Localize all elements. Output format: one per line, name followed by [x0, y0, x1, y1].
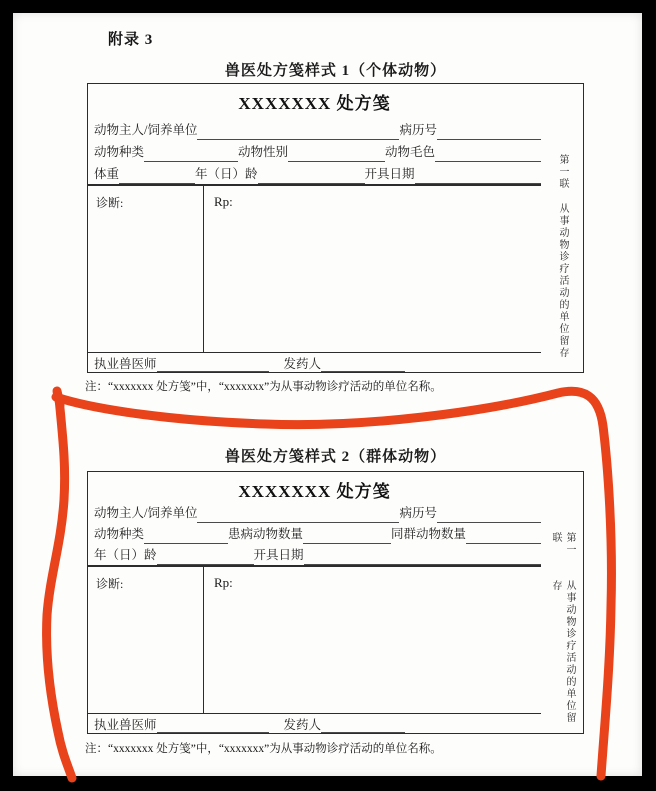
form-2-title: 兽医处方笺样式 2（群体动物）	[224, 449, 447, 465]
form-row	[88, 140, 541, 162]
field-label-species: 动物种类	[94, 145, 145, 159]
copy-number-label: 第一联	[557, 154, 568, 190]
field-label-dispenser: 发药人	[283, 356, 322, 371]
field-label-veterinarian: 执业兽医师	[94, 717, 157, 732]
blank-line	[197, 505, 399, 523]
blank-line	[288, 144, 385, 162]
form-row	[88, 544, 541, 565]
copy-number-label: 第一联	[550, 532, 575, 556]
form-row	[88, 118, 541, 140]
form-row	[88, 502, 541, 523]
field-label-sex: 动物性别	[238, 145, 289, 159]
field-label-weight: 体重	[94, 167, 120, 181]
form-2-content	[88, 472, 541, 733]
form-1-title: 兽医处方笺样式 1（个体动物）	[224, 63, 447, 79]
field-label-issue-date: 开具日期	[253, 548, 304, 562]
form-1-header: XXXXXXX 处方笺	[238, 94, 391, 113]
document-page	[13, 13, 642, 776]
field-label-issue-date: 开具日期	[364, 167, 415, 181]
blank-line	[144, 144, 238, 162]
blank-line	[437, 122, 541, 140]
form-row	[88, 162, 541, 184]
field-label-case-number: 病历号	[399, 123, 437, 137]
field-label-age: 年（日）龄	[94, 548, 157, 562]
blank-line	[415, 166, 541, 184]
field-label-age: 年（日）龄	[195, 167, 258, 181]
prescription-area	[88, 565, 541, 714]
field-label-coat-color: 动物毛色	[385, 145, 436, 159]
blank-line	[119, 166, 195, 184]
blank-line	[321, 715, 405, 733]
form-2-box	[87, 471, 584, 734]
rp-label: Rp:	[214, 575, 233, 590]
form-1-content	[88, 84, 541, 372]
copy-retention-strip	[541, 84, 583, 372]
blank-line	[197, 122, 399, 140]
form-2-footnote: 注：“xxxxxxx 处方笺”中，“xxxxxxx”为从事动物诊疗活动的单位名称。	[85, 743, 442, 755]
form-footer-row	[88, 353, 541, 372]
blank-line	[304, 547, 541, 565]
diagnosis-label: 诊断:	[88, 186, 204, 352]
form-footer-row	[88, 714, 541, 733]
form-1-box	[87, 83, 584, 373]
field-label-case-number: 病历号	[399, 506, 437, 520]
blank-line	[435, 144, 541, 162]
blank-line	[157, 715, 269, 733]
blank-line	[157, 547, 254, 565]
form-1-footnote: 注：“xxxxxxx 处方笺”中，“xxxxxxx”为从事动物诊疗活动的单位名称。	[85, 381, 442, 393]
form-2-header: XXXXXXX 处方笺	[238, 482, 391, 501]
field-label-veterinarian: 执业兽医师	[94, 356, 157, 371]
field-label-sick-animal-count: 患病动物数量	[228, 527, 304, 541]
appendix-label: 附录 3	[108, 32, 154, 48]
field-label-dispenser: 发药人	[283, 717, 322, 732]
copy-retention-label: 从事动物诊疗活动的单位留存	[550, 580, 575, 725]
blank-line	[437, 505, 541, 523]
blank-line	[157, 354, 269, 372]
field-label-herd-animal-count: 同群动物数量	[391, 527, 467, 541]
diagnosis-label: 诊断:	[88, 567, 204, 713]
field-label-owner: 动物主人/饲养单位	[94, 123, 198, 137]
blank-line	[303, 526, 391, 544]
rp-label: Rp:	[214, 194, 233, 209]
copy-retention-label: 从事动物诊疗活动的单位留存	[557, 203, 568, 359]
copy-retention-strip	[541, 472, 583, 733]
blank-line	[466, 526, 541, 544]
form-row	[88, 523, 541, 544]
blank-line	[258, 166, 365, 184]
field-label-species: 动物种类	[94, 527, 145, 541]
field-label-owner: 动物主人/饲养单位	[94, 506, 198, 520]
blank-line	[144, 526, 228, 544]
blank-line	[321, 354, 405, 372]
prescription-area	[88, 184, 541, 353]
